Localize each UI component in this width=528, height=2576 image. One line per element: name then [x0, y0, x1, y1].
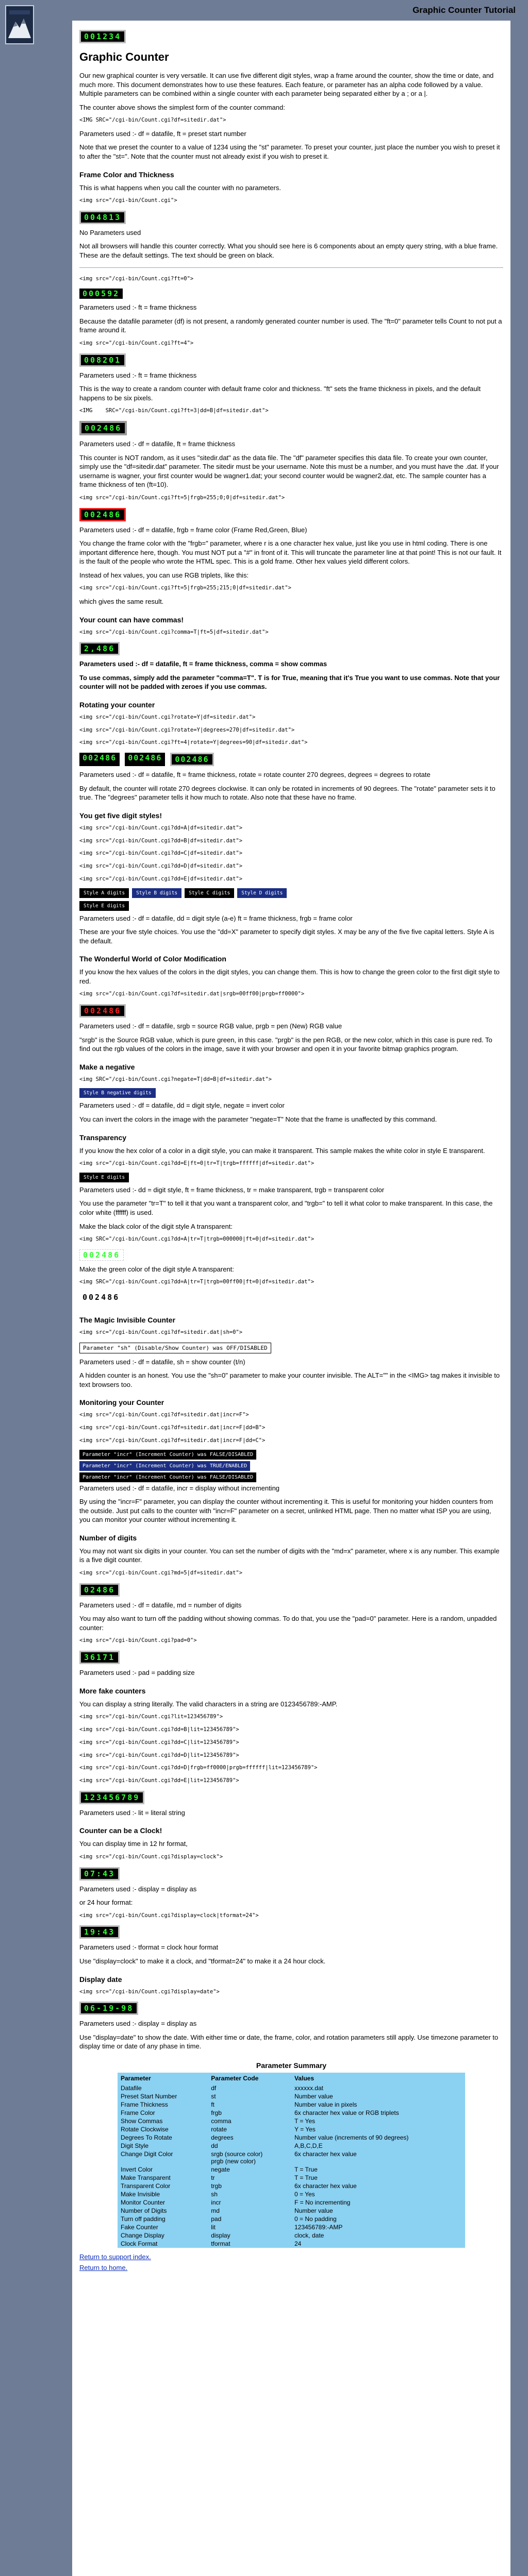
table-cell: st: [211, 2092, 216, 2100]
table-cell: comma: [211, 2117, 232, 2125]
section-heading-clock: Counter can be a Clock!: [79, 1826, 162, 1835]
counter-image-5digit: 02486: [79, 1583, 120, 1597]
page-title: Graphic Counter: [79, 50, 169, 63]
digit-style-row: [79, 901, 503, 911]
parameters-used: Parameters used :- df = datafile, ft = frame thickness: [79, 440, 236, 448]
code-snippet: <img src="/cgi-bin/Count.cgi?display=date">: [79, 1988, 220, 1995]
counter-image-rotated-2: 002486: [125, 753, 165, 766]
style-label: Style A digits: [79, 888, 129, 898]
style-label: Style D digits: [237, 888, 287, 898]
table-cell: Make Invisible: [120, 2190, 160, 2198]
code-snippet: <img src="/cgi-bin/Count.cgi?ft=5|frgb=255;0;0|df=sitedir.dat">: [79, 494, 285, 501]
parameters-used: Parameters used :- df = datafile, incr = display without incrementing: [79, 1484, 280, 1492]
table-row: [118, 2117, 465, 2125]
counter-image-rotated-3: 002486: [170, 753, 213, 766]
table-cell: T = Yes: [294, 2117, 316, 2125]
parameters-used: Parameters used :- display = display as: [79, 1885, 197, 1893]
table-row: [118, 2100, 465, 2109]
home-link[interactable]: Return to home.: [79, 2263, 128, 2272]
table-cell: tformat: [211, 2240, 230, 2247]
section-heading-styles: You get five digit styles!: [79, 811, 162, 820]
parameters-used: Parameters used :- display = display as: [79, 2020, 197, 2028]
parameters-used: Parameters used :- df = datafile, dd = digit style, negate = invert color: [79, 1101, 285, 1110]
table-cell: T = True: [294, 2165, 318, 2173]
paragraph: This counter is NOT random, as it uses "sitedir.dat" as the data file. The "df" parameter specifies this data file. To create your own counter, simply use the "df=sitedir.dat" parameter. The sitedir must be your username. Note this must be a number, and you must have the .dat. If your username is wagner, your first counter would be wagner1.dat; your second counter would be wagner2.dat, etc. The sample counter has a frame thickness of ten (ft=10).: [79, 453, 499, 489]
counter-image-date: 06-19-98: [79, 2002, 138, 2015]
table-cell: 6x character hex value: [294, 2150, 357, 2158]
counter-image-default: 004813: [79, 211, 126, 224]
table-cell: Number value (increments of 90 degrees): [294, 2133, 409, 2141]
table-cell: Clock Format: [120, 2240, 158, 2247]
main-content: [72, 21, 510, 2576]
style-label: Style B digits: [132, 888, 182, 898]
table-header: Parameter Code: [211, 2074, 259, 2082]
parameters-used: Parameters used :- df = datafile, sh = show counter (t/n): [79, 1358, 245, 1366]
table-cell: T = True: [294, 2174, 318, 2181]
table-header: Values: [294, 2074, 314, 2082]
parameters-used: Parameters used :- tformat = clock hour format: [79, 1943, 219, 1952]
code-snippet: <img src="/cgi-bin/Count.cgi?dd=C|df=sitedir.dat">: [79, 850, 243, 857]
section-heading-negative: Make a negative: [79, 1062, 135, 1071]
table-cell: Show Commas: [120, 2117, 163, 2125]
style-label: Style B negative digits: [79, 1088, 156, 1098]
site-logo[interactable]: [5, 5, 34, 44]
counter-image-red: 002486: [79, 1004, 126, 1018]
code-snippet: <img src="/cgi-bin/Count.cgi?dd=E|lit=123456789">: [79, 1777, 239, 1784]
table-cell: Frame Color: [120, 2109, 155, 2116]
code-snippet: <img SRC="/cgi-bin/Count.cgi?dd=A|tr=T|trgb=00ff00|ft=0|df=sitedir.dat">: [79, 1279, 315, 1285]
paragraph: or 24 hour format:: [79, 1899, 133, 1907]
paragraph: By default, the counter will rotate 270 degrees clockwise. It can only be rotated in increments of 90 degrees. The "rotate" parameter sets it to true. The "degrees" parameter tells it how much to rotate. Also note that these have no frame.: [79, 784, 496, 802]
counter-image-ft4: 008201: [79, 353, 126, 367]
paragraph: You use the parameter "tr=T" to tell it that you want a transparent color, and "trgb=" to tell it what color to make transparent. In this case, the color white (ffffff) is used.: [79, 1199, 493, 1216]
table-cell: Change Digit Color: [120, 2150, 173, 2158]
mountain-logo-icon: [6, 6, 33, 43]
table-cell: 6x character hex value or RGB triplets: [294, 2109, 399, 2116]
table-cell: srgb (source color) prgb (new color): [211, 2150, 263, 2165]
table-cell: display: [211, 2231, 230, 2239]
counter-image-red-frame: 002486: [79, 508, 126, 521]
counter-image-clock12: 07:43: [79, 1867, 120, 1880]
paragraph: Make the black color of the digit style A transparent:: [79, 1222, 233, 1230]
code-snippet: <img src="/cgi-bin/Count.cgi?rotate=Y|degrees=270|df=sitedir.dat">: [79, 726, 295, 733]
code-snippet: <img src="/cgi-bin/Count.cgi">: [79, 197, 177, 204]
paragraph: Instead of hex values, you can use RGB triplets, like this:: [79, 571, 249, 579]
code-snippet: <img src="/cgi-bin/Count.cgi?dd=D|lit=123456789">: [79, 1752, 239, 1758]
section-heading-invisible: The Magic Invisible Counter: [79, 1316, 175, 1325]
table-row: [118, 2150, 465, 2165]
counter-image-site-b: 002486: [79, 421, 127, 435]
table-row: [118, 2198, 465, 2207]
table-row: [118, 2084, 465, 2092]
paragraph: Use "display=date" to show the date. With either time or date, the frame, color, and rotation parameters still apply. Use timezone parameter to display time or date of any phase in time.: [79, 2033, 499, 2050]
left-sidebar: [0, 0, 72, 2576]
table-cell: incr: [211, 2198, 221, 2206]
table-cell: dd: [211, 2142, 218, 2149]
table-cell: Datafile: [120, 2084, 142, 2092]
code-snippet: <img src="/cgi-bin/Count.cgi?dd=E|ft=0|tr=T|trgb=ffffff|df=sitedir.dat">: [79, 1160, 315, 1167]
code-snippet: <IMG SRC="/cgi-bin/Count.cgi?ft=3|dd=B|df=sitedir.dat">: [79, 408, 269, 414]
section-heading-color: The Wonderful World of Color Modification: [79, 955, 226, 963]
table-cell: Change Display: [120, 2231, 164, 2239]
table-cell: Turn off padding: [120, 2215, 166, 2223]
table-cell: degrees: [211, 2133, 234, 2141]
code-snippet: <img src="/cgi-bin/Count.cgi?ft=0">: [79, 275, 194, 282]
parameters-used: Parameters used :- lit = literal string: [79, 1808, 185, 1817]
table-cell: Monitor Counter: [120, 2198, 166, 2206]
divider: [79, 267, 503, 268]
table-cell: frgb: [211, 2109, 222, 2116]
invisible-counter-notice: Parameter "sh" (Disable/Show Counter) was OFF/DISABLED: [79, 1343, 271, 1353]
table-cell: clock, date: [294, 2231, 324, 2239]
site-title: Graphic Counter Tutorial: [412, 5, 516, 15]
code-snippet: <IMG SRC="/cgi-bin/Count.cgi?df=sitedir.dat">: [79, 117, 226, 124]
code-snippet: <img src="/cgi-bin/Count.cgi?md=5|df=sitedir.dat">: [79, 1570, 243, 1577]
style-label: Style E digits: [79, 901, 129, 911]
table-cell: Invert Color: [120, 2165, 153, 2173]
support-index-link[interactable]: Return to support index.: [79, 2252, 151, 2261]
paragraph: You may not want six digits in your counter. You can set the number of digits with the "md=x" parameter, where x is any number. This example is a five digit counter.: [79, 1547, 500, 1564]
code-snippet: <img src="/cgi-bin/Count.cgi?df=sitedir.dat|incr=F">: [79, 1412, 249, 1418]
code-snippet: <img src="/cgi-bin/Count.cgi?df=sitedir.dat|incr=F|dd=C">: [79, 1437, 266, 1444]
paragraph: If you know the hex values of the colors in the digit styles, you can change them. This is how to change the green color to the first digit style to red.: [79, 968, 500, 985]
code-snippet: <img src="/cgi-bin/Count.cgi?ft=4">: [79, 340, 194, 346]
code-snippet: <img src="/cgi-bin/Count.cgi?display=clock">: [79, 1853, 223, 1860]
code-snippet: <img src="/cgi-bin/Count.cgi?df=sitedir.dat|incr=F|dd=B">: [79, 1425, 266, 1431]
code-snippet: <img src="/cgi-bin/Count.cgi?dd=A|df=sitedir.dat">: [79, 824, 243, 831]
section-heading-frame: Frame Color and Thickness: [79, 170, 174, 179]
table-cell: F = No incrementing: [294, 2198, 351, 2206]
section-heading-commas: Your count can have commas!: [79, 615, 184, 624]
paragraph: which gives the same result.: [79, 598, 164, 606]
digit-style-row: [79, 888, 503, 898]
code-snippet: <img src="/cgi-bin/Count.cgi?dd=B|df=sitedir.dat">: [79, 837, 243, 844]
table-row: [118, 2133, 465, 2142]
table-cell: Rotate Clockwise: [120, 2125, 169, 2133]
table-cell: xxxxxx.dat: [294, 2084, 323, 2092]
paragraph: Use "display=clock" to make it a clock, and "tformat=24" to make it a 24 hour clock.: [79, 1957, 326, 1965]
header-bar: [72, 0, 528, 21]
section-heading-monitor: Monitoring your Counter: [79, 1398, 164, 1407]
parameters-used: Parameters used :- ft = frame thickness: [79, 303, 197, 312]
code-snippet: <img src="/cgi-bin/Count.cgi?dd=D|df=sitedir.dat">: [79, 863, 243, 870]
table-cell: 123456789:-AMP: [294, 2223, 343, 2231]
code-snippet: <img src="/cgi-bin/Count.cgi?ft=5|frgb=255;215;0|df=sitedir.dat">: [79, 585, 291, 591]
code-snippet: <img src="/cgi-bin/Count.cgi?dd=B|lit=123456789">: [79, 1726, 239, 1733]
table-cell: lit: [211, 2223, 216, 2231]
table-row: [118, 2190, 465, 2198]
code-snippet: <img src="/cgi-bin/Count.cgi?rotate=Y|df=sitedir.dat">: [79, 714, 256, 720]
parameters-used: Parameters used :- df = datafile, frgb = frame color (Frame Red,Green, Blue): [79, 526, 307, 534]
code-snippet: <img src="/cgi-bin/Count.cgi?dd=E|df=sitedir.dat">: [79, 875, 243, 882]
table-row: [118, 2240, 465, 2248]
table-cell: 24: [294, 2240, 302, 2247]
table-row: [118, 2231, 465, 2240]
parameters-used: Parameters used :- dd = digit style, ft = frame thickness, tr = make transparent, trgb = transparent color: [79, 1185, 385, 1194]
paragraph: "srgb" is the Source RGB value, which is pure green, in this case. "prgb" is the pen RGB, or the new color, which in this case is pure red. To find out the rgb values of the colors in the image, save it with your browser and open it in your favorite bitmap graphics program.: [79, 1036, 492, 1053]
parameters-used: Parameters used :- df = datafile, ft = frame thickness, comma = show commas: [79, 660, 327, 668]
table-row: [118, 2215, 465, 2223]
table-cell: Fake Counter: [120, 2223, 158, 2231]
table-cell: sh: [211, 2190, 218, 2198]
section-heading-transparency: Transparency: [79, 1133, 127, 1142]
table-cell: Number value in pixels: [294, 2100, 357, 2108]
table-cell: 0 = No padding: [294, 2215, 337, 2223]
code-snippet: <img SRC="/cgi-bin/Count.cgi?negate=T|dd=B|df=sitedir.dat">: [79, 1076, 272, 1082]
code-snippet: <img src="/cgi-bin/Count.cgi?dd=C|lit=123456789">: [79, 1739, 239, 1745]
counter-image-transparent-green: 002486: [79, 1292, 123, 1302]
table-cell: Digit Style: [120, 2142, 149, 2149]
code-snippet: <img src="/cgi-bin/Count.cgi?display=clock|tformat=24">: [79, 1912, 259, 1919]
counter-image-clock24: 19:43: [79, 1925, 120, 1939]
paragraph: A hidden counter is an honest. You use the "sh=0" parameter to make your counter invisible. The ALT="" in the <IMG> tag makes it invisible to text browsers too.: [79, 1371, 500, 1388]
table-body: [118, 2084, 465, 2248]
paragraph: You can display time in 12 hr format,: [79, 1840, 188, 1848]
table-cell: Transparent Color: [120, 2182, 171, 2190]
table-cell: Frame Thickness: [120, 2100, 168, 2108]
paragraph: This is the way to create a random counter with default frame color and thickness. "ft" sets the frame thickness in pixels, and the default happens to be six pixels.: [79, 385, 481, 402]
intro-paragraph: Our new graphical counter is very versatile. It can use five different digit styles, wrap a frame around the counter, show the time or date, and much more. This document demonstrates how to use these features. Each feature, or parameter has an alpha code followed by a value. Multiple parameters can be combined within a single counter with each parameter being separated either by a ; or a |.: [79, 72, 494, 98]
counter-image-top: 001234: [79, 30, 126, 43]
table-cell: 0 = Yes: [294, 2190, 315, 2198]
code-snippet: <img src="/cgi-bin/Count.cgi?dd=D|frgb=ff0000|prgb=ffffff|lit=123456789">: [79, 1765, 318, 1771]
code-snippet: <img src="/cgi-bin/Count.cgi?df=sitedir.dat|srgb=00ff00|prgb=ff0000">: [79, 991, 305, 997]
monitor-notice: Parameter "incr" (Increment Counter) was TRUE/ENABLED: [79, 1461, 250, 1471]
code-snippet: <img src="/cgi-bin/Count.cgi?pad=0">: [79, 1637, 197, 1644]
paragraph: You change the frame color with the "frgb=" parameter, where r is a one character hex value, just like you use in html coding. There is one important difference here, though. You must NOT put a "#" in front of it. This will truncate the parameter line at that point! This is not our fault. It is the fault of the people who wrote the HTML spec. This is a gold frame. Other hex values yield different colors.: [79, 539, 502, 566]
parameter-summary-table: [118, 2073, 465, 2248]
paragraph: You can invert the colors in the image with the parameter "negate=T" Note that the frame is unaffected by this command.: [79, 1115, 437, 1124]
code-snippet: <img src="/cgi-bin/Count.cgi?lit=123456789">: [79, 1714, 223, 1720]
parameters-used: Parameters used :- df = datafile, md = number of digits: [79, 1601, 242, 1609]
paragraph: Make the green color of the digit style A transparent:: [79, 1265, 234, 1273]
parameters-used: Parameters used :- df = datafile, ft = preset start number: [79, 129, 246, 138]
paragraph: If you know the hex color of a color in a digit style, you can make it transparent. This sample makes the white color in style E transparent.: [79, 1146, 485, 1155]
table-cell: A,B,C,D,E: [294, 2142, 323, 2149]
monitor-notice: Parameter "incr" (Increment Counter) was FALSE/DISABLED: [79, 1450, 256, 1460]
intro-paragraph-3: Note that we preset the counter to a value of 1234 using the "st" parameter. To preset your counter, just place the number you wish to preset it to after the "st=". Note that the counter must not already exist if you wish to preset it.: [79, 143, 500, 161]
table-row: [118, 2092, 465, 2100]
paragraph: You can display a string literally. The valid characters in a string are 0123456789:-AMP.: [79, 1700, 338, 1708]
code-snippet: <img src="/cgi-bin/Count.cgi?comma=T|ft=5|df=sitedir.dat">: [79, 629, 269, 635]
intro-paragraph-2: The counter above shows the simplest form of the counter command:: [79, 103, 285, 111]
section-heading-digits: Number of digits: [79, 1533, 137, 1542]
table-row: [118, 2174, 465, 2182]
code-snippet: <img src="/cgi-bin/Count.cgi?df=sitedir.dat|sh=0">: [79, 1329, 243, 1336]
table-cell: tr: [211, 2174, 215, 2181]
code-snippet: <img src="/cgi-bin/Count.cgi?ft=4|rotate=Y|degrees=90|df=sitedir.dat">: [79, 739, 308, 746]
parameters-used: Parameters used :- ft = frame thickness: [79, 371, 197, 379]
paragraph: Because the datafile parameter (df) is not present, a randomly generated counter number is used. The "ft=0" parameter tells Count to not put a frame around it.: [79, 317, 502, 334]
table-cell: rotate: [211, 2125, 227, 2133]
table-row: [118, 2165, 465, 2174]
paragraph: You may also want to turn off the padding without showing commas. To do that, you use the "pad=0" parameter. Here is a random, unpadded counter:: [79, 1615, 497, 1632]
parameters-used: Parameters used :- pad = padding size: [79, 1669, 195, 1677]
parameters-used: Parameters used :- df = datafile, ft = frame thickness, rotate = rotate counter 270 degrees, degrees = degrees to rotate: [79, 771, 431, 779]
table-header-row: [118, 2073, 465, 2084]
table-cell: 6x character hex value: [294, 2182, 357, 2190]
section-heading-rotate: Rotating your counter: [79, 700, 155, 709]
paragraph: This is what happens when you call the counter with no parameters.: [79, 183, 281, 192]
counter-image-rotated-1: 002486: [79, 753, 120, 766]
table-cell: trgb: [211, 2182, 222, 2190]
table-cell: pad: [211, 2215, 222, 2223]
table-cell: Number value: [294, 2207, 333, 2214]
paragraph: Not all browsers will handle this counter correctly. What you should see here is 6 components about an empty query string, with a blue frame. These are the default settings. The text should be green on black.: [79, 242, 498, 259]
table-cell: Make Transparent: [120, 2174, 171, 2181]
table-row: [118, 2182, 465, 2190]
style-label: Style E digits: [79, 1173, 129, 1182]
section-heading-date: Display date: [79, 1975, 122, 1984]
table-cell: Y = Yes: [294, 2125, 316, 2133]
table-row: [118, 2207, 465, 2215]
parameters-used: Parameters used :- df = datafile, srgb = source RGB value, prgb = pen (New) RGB value: [79, 1022, 342, 1030]
table-cell: Degrees To Rotate: [120, 2133, 172, 2141]
table-cell: Number value: [294, 2092, 333, 2100]
counter-image-transparent-black: 002486: [79, 1249, 124, 1261]
counter-image-noframe: 000592: [79, 289, 123, 299]
table-cell: ft: [211, 2100, 214, 2108]
table-cell: negate: [211, 2165, 230, 2173]
table-cell: md: [211, 2207, 220, 2214]
table-header: Parameter: [120, 2074, 151, 2082]
paragraph: To use commas, simply add the parameter "comma=T". T is for True, meaning that it's True you want to use commas. Note that your counter will not be padded with zeroes if you use commas.: [79, 673, 500, 691]
counter-image-comma: 2,486: [79, 642, 120, 655]
table-cell: Preset Start Number: [120, 2092, 177, 2100]
parameters-used: No Parameters used: [79, 228, 141, 236]
table-cell: df: [211, 2084, 217, 2092]
counter-image-literal: 123456789: [79, 1791, 144, 1804]
table-row: [118, 2223, 465, 2231]
counter-image-unpadded: 36171: [79, 1651, 120, 1664]
table-row: [118, 2125, 465, 2133]
summary-title: Parameter Summary: [256, 2061, 327, 2070]
style-label: Style C digits: [185, 888, 234, 898]
table-cell: Number of Digits: [120, 2207, 167, 2214]
table-row: [118, 2109, 465, 2117]
monitor-notice: Parameter "incr" (Increment Counter) was FALSE/DISABLED: [79, 1472, 256, 1482]
section-heading-fake: More fake counters: [79, 1686, 146, 1695]
paragraph: By using the "incr=F" parameter, you can display the counter without incrementing it. This is useful for monitoring your hidden counters from the outside. Just put calls to the counter with "incr=F" parameter on a secret, unlinked HTML page. Then no matter what ISP you are using, you can monitor your counter without incrementing it.: [79, 1498, 493, 1524]
table-row: [118, 2142, 465, 2150]
code-snippet: <img SRC="/cgi-bin/Count.cgi?dd=A|tr=T|trgb=000000|ft=0|df=sitedir.dat">: [79, 1236, 315, 1243]
paragraph: These are your five style choices. You use the "dd=X" parameter to specify digit styles. X may be any of the five five capital letters. Style A is the default.: [79, 928, 494, 945]
parameters-used: Parameters used :- df = datafile, dd = digit style (a-e) ft = frame thickness, frgb = frame color: [79, 914, 353, 922]
